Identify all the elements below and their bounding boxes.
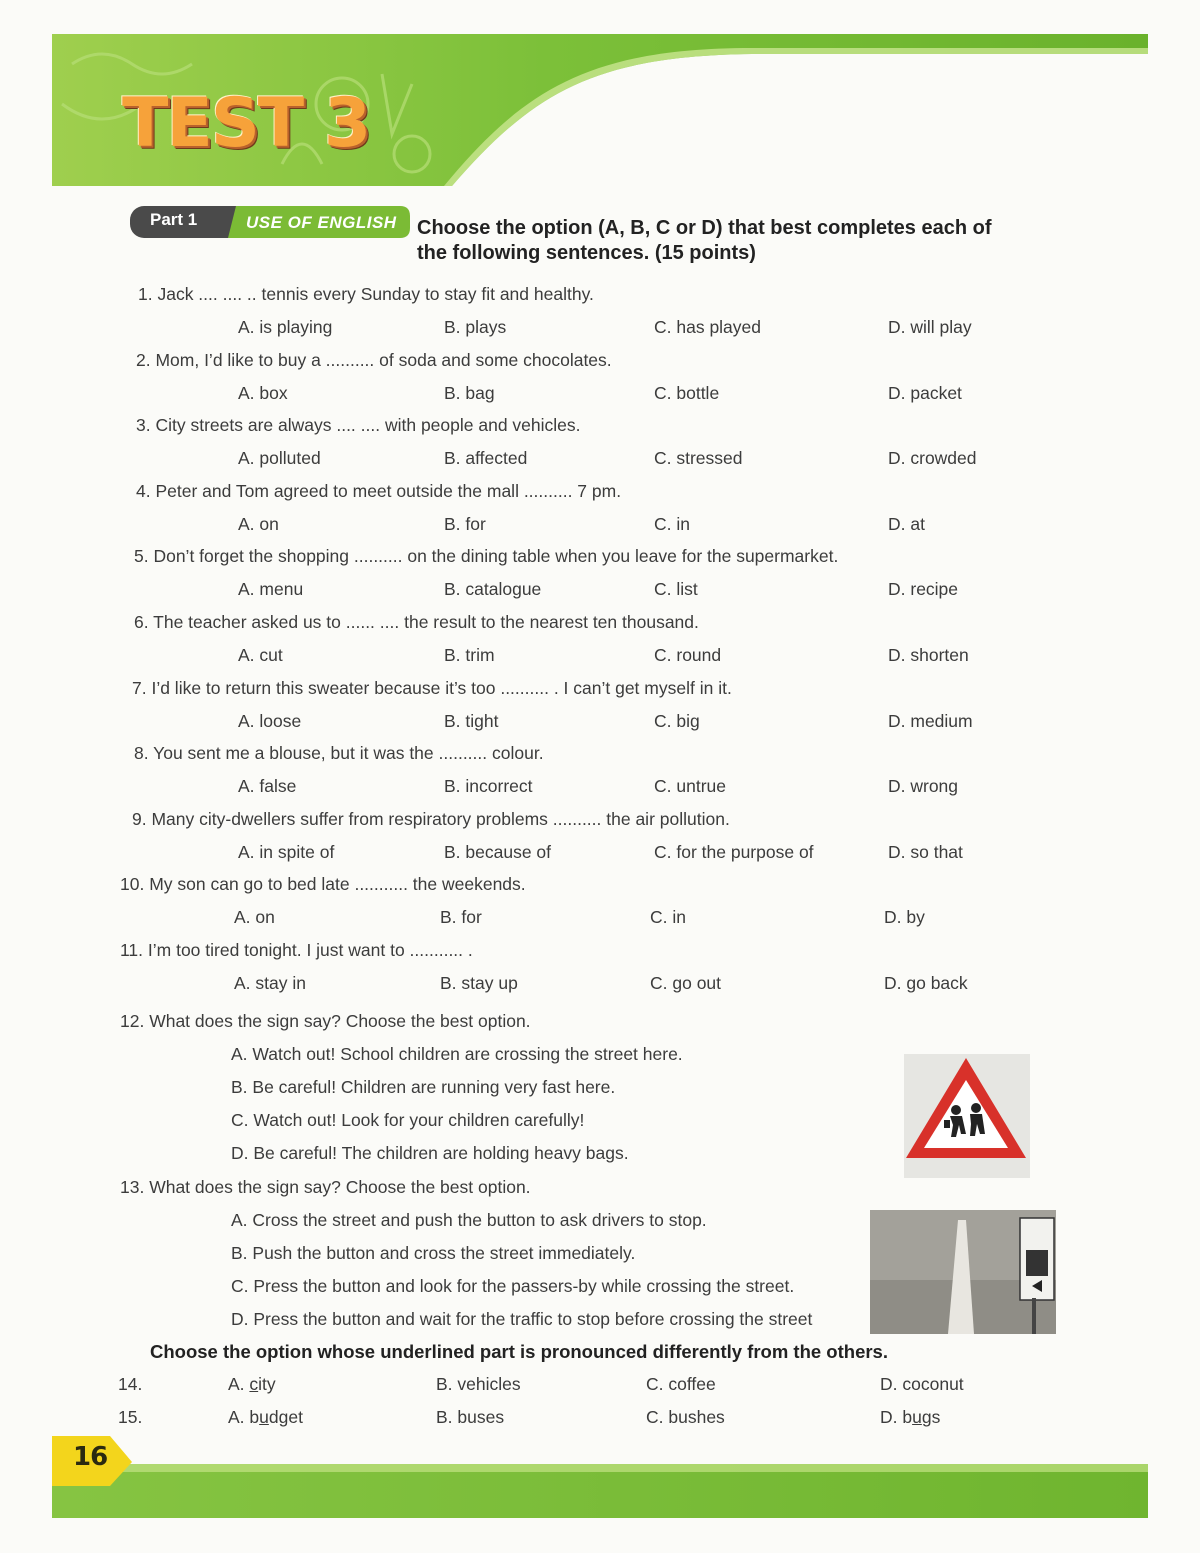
question-1-option-b: B. plays [444, 317, 507, 337]
question-12-option-d: D. Be careful! The children are holding heavy bags. [231, 1143, 629, 1163]
question-10-option-b: B. for [440, 907, 482, 928]
question-5-option-d: D. recipe [888, 579, 959, 600]
question-3-option-c: C. stressed [654, 448, 743, 469]
footer-bar [52, 1436, 1148, 1522]
question-4-option-c: C. in [654, 513, 690, 534]
question-1-option-c: C. has played [654, 317, 762, 337]
option-prefix: C. [646, 1407, 669, 1427]
question-3-option-d: D. crowded [888, 448, 977, 469]
question-13-option-c: C. Press the button and look for the passers-by while crossing the street. [231, 1276, 795, 1296]
question-6-option-b: B. trim [444, 645, 495, 665]
underlined-part: u [912, 1407, 922, 1427]
pronunciation-15-option-a [228, 1407, 303, 1428]
option-prefix: A. b [228, 1407, 260, 1427]
question-3-stem: 3. City streets are always .... .... with people and vehicles. [136, 415, 581, 436]
question-13-stem: 13. What does the sign say? Choose the best option. [120, 1177, 531, 1197]
option-rest: dget [268, 1407, 303, 1427]
question-5-option-c: C. list [654, 579, 698, 600]
option-rest: bushes [668, 1407, 725, 1427]
question-2-option-a: A. box [238, 382, 288, 403]
question-10-option-c: C. in [650, 907, 686, 928]
question-2-stem: 2. Mom, I’d like to buy a .......... of soda and some chocolates. [136, 349, 612, 370]
question-10-option-a: A. on [234, 907, 275, 928]
question-11-option-b: B. stay up [440, 973, 518, 993]
question-8-option-b: B. incorrect [444, 776, 533, 797]
question-6-option-d: D. shorten [888, 645, 969, 665]
question-13-option-b: B. Push the button and cross the street immediately. [231, 1243, 636, 1263]
option-prefix: B. [436, 1374, 458, 1394]
question-4-option-a: A. on [238, 513, 279, 534]
pronunciation-14-option-d [880, 1374, 964, 1395]
question-12-option-b: B. Be careful! Children are running very fast here. [231, 1077, 616, 1097]
question-13-option-a: A. Cross the street and push the button to ask drivers to stop. [231, 1210, 707, 1230]
question-8-option-a: A. false [238, 776, 297, 797]
question-11-stem: 11. I’m too tired tonight. I just want to ........... . [120, 940, 473, 960]
question-7-stem: 7. I’d like to return this sweater because it’s too .......... . I can’t get myself in it. [132, 677, 732, 698]
pronunciation-14-option-a [228, 1374, 276, 1395]
option-prefix: B. [436, 1407, 458, 1427]
page-number: 16 [73, 1442, 108, 1472]
question-2-option-d: D. packet [888, 382, 962, 403]
question-7-option-a: A. loose [238, 710, 302, 731]
question-5-stem: 5. Don’t forget the shopping .......... on the dining table when you leave for the supermarket. [134, 546, 839, 567]
option-rest: coffee [668, 1374, 716, 1394]
question-1-option-a: A. is playing [238, 317, 333, 337]
question-4-option-d: D. at [888, 513, 925, 534]
question-11-option-a: A. stay in [234, 973, 306, 993]
question-8-stem: 8. You sent me a blouse, but it was the .......... colour. [134, 743, 544, 764]
question-3-option-b: B. affected [444, 448, 528, 469]
pronunciation-15-option-b [436, 1407, 504, 1428]
question-7-option-b: B. tight [444, 710, 499, 731]
question-11-option-c: C. go out [650, 973, 722, 993]
pronunciation-15-option-d [880, 1407, 940, 1428]
underlined-part: c [249, 1374, 259, 1394]
question-12-option-a: A. Watch out! School children are crossing the street here. [231, 1044, 683, 1064]
question-9-stem: 9. Many city-dwellers suffer from respiratory problems .......... the air pollution. [132, 808, 730, 829]
pronunciation-14-number: 14. [118, 1374, 143, 1394]
question-12-option-c: C. Watch out! Look for your children carefully! [231, 1110, 585, 1130]
question-7-option-d: D. medium [888, 710, 973, 731]
question-4-option-b: B. for [444, 513, 486, 534]
pronunciation-14-option-b [436, 1374, 521, 1395]
question-12-stem: 12. What does the sign say? Choose the best option. [120, 1011, 531, 1031]
question-9-option-d: D. so that [888, 841, 963, 862]
question-6-stem: 6. The teacher asked us to ...... .... the result to the nearest ten thousand. [134, 612, 699, 632]
question-10-stem: 10. My son can go to bed late ........... the weekends. [120, 874, 526, 895]
question-6-option-c: C. round [654, 645, 722, 665]
pronunciation-15-option-c [646, 1407, 725, 1428]
section-label: USE OF ENGLISH [246, 213, 397, 232]
option-prefix: A. [228, 1374, 250, 1394]
part-label: Part 1 [150, 210, 198, 229]
option-prefix: D. b [880, 1407, 913, 1427]
part-instruction: Choose the option (A, B, C or D) that best completes each of the following sentences. (15 points) [417, 217, 992, 264]
pronunciation-15-number: 15. [118, 1407, 143, 1427]
option-rest: buses [457, 1407, 505, 1427]
question-1-stem: 1. Jack .... .... .. tennis every Sunday to stay fit and healthy. [138, 284, 594, 304]
option-rest: ity [258, 1374, 276, 1394]
question-8-option-c: C. untrue [654, 776, 726, 797]
option-prefix: D. [880, 1374, 903, 1394]
question-9-option-a: A. in spite of [238, 841, 335, 862]
question-2-option-b: B. bag [444, 382, 495, 403]
question-5-option-b: B. catalogue [444, 579, 542, 600]
question-6-option-a: A. cut [238, 645, 283, 665]
question-10-option-d: D. by [884, 907, 925, 928]
question-5-option-a: A. menu [238, 579, 304, 600]
underlined-part: u [259, 1407, 269, 1427]
question-9-option-b: B. because of [444, 841, 552, 862]
option-rest: vehicles [457, 1374, 521, 1394]
question-1-option-d: D. will play [888, 317, 972, 337]
question-11-option-d: D. go back [884, 973, 968, 993]
question-8-option-d: D. wrong [888, 776, 959, 797]
push-button-sign-photo [870, 1210, 1056, 1334]
pronunciation-14-option-c [646, 1374, 716, 1395]
question-9-option-c: C. for the purpose of [654, 841, 814, 862]
question-7-option-c: C. big [654, 710, 700, 731]
option-rest: gs [921, 1407, 941, 1427]
question-3-option-a: A. polluted [238, 448, 321, 469]
question-13-option-d: D. Press the button and wait for the traffic to stop before crossing the street [231, 1309, 813, 1329]
school-crossing-sign-image [900, 1050, 1032, 1180]
option-prefix: C. [646, 1374, 669, 1394]
question-4-stem: 4. Peter and Tom agreed to meet outside the mall .......... 7 pm. [136, 480, 622, 501]
test-title: TEST 3 [122, 84, 370, 163]
question-2-option-c: C. bottle [654, 382, 720, 403]
option-rest: coconut [902, 1374, 964, 1394]
pronunciation-instruction: Choose the option whose underlined part is pronounced differently from the others. [150, 1341, 888, 1362]
